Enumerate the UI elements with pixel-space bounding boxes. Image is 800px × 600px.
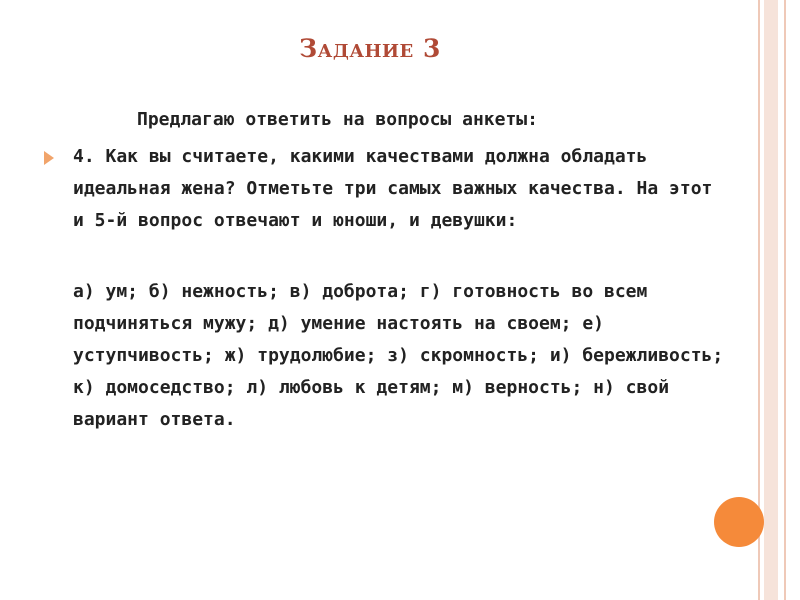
decorative-border-line — [784, 0, 786, 600]
intro-text: Предлагаю ответить на вопросы анкеты: — [137, 109, 538, 130]
answer-options: а) ум; б) нежность; в) доброта; г) готовность во всем подчиняться мужу; д) умение настоять на своем; е) уступчивость; ж) трудолюбие; з) скромность; и) бережливость; к) домоседство; л) любовь к детям; м) верность; н) свой вариант ответа. — [73, 281, 724, 430]
bullet-arrow-icon — [44, 151, 54, 165]
decorative-dot-icon — [714, 497, 764, 547]
slide-title: Задание 3 — [299, 34, 441, 63]
question-text: 4. Как вы считаете, какими качествами должна обладать идеальная жена? Отметьте три самых важных качества. На этот и 5-й вопрос отвечают и юноши, и девушки: — [73, 146, 713, 231]
decorative-border-band — [764, 0, 778, 600]
